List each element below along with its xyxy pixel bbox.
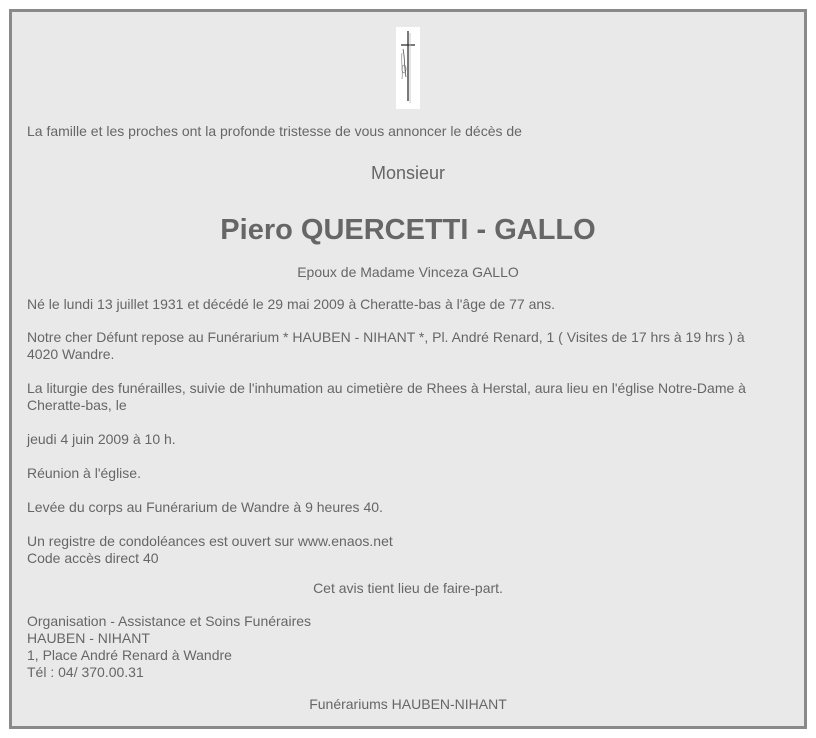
ceremony-date: jeudi 4 juin 2009 à 10 h.: [27, 431, 176, 447]
intro-text: La famille et les proches ont la profonde tristesse de vous annoncer le décès de: [27, 123, 522, 139]
birth-death-text: Né le lundi 13 juillet 1931 et décédé le 29 mai 2009 à Cheratte-bas à l'âge de 77 ans.: [27, 296, 556, 312]
deceased-name: Piero QUERCETTI - GALLO: [220, 214, 596, 246]
deceased-title: Monsieur: [370, 163, 446, 183]
crucifix-icon: [396, 27, 420, 109]
liturgy-line-1: La liturgie des funérailles, suivie de l'inhumation au cimetière de Rhees à Herstal, aura lieu en l'église Notre-Dame à: [27, 380, 746, 396]
organisation-line-2: HAUBEN - NIHANT: [27, 630, 150, 646]
organisation-line-3: 1, Place André Renard à Wandre: [27, 647, 232, 663]
meeting-text: Réunion à l'église.: [27, 465, 141, 481]
spouse-text: Epoux de Madame Vinceza GALLO: [297, 264, 519, 280]
registry-line-2: Code accès direct 40: [27, 550, 159, 566]
obituary-frame: [9, 9, 807, 729]
footer-text: Funérariums HAUBEN-NIHANT: [309, 696, 507, 712]
organisation-line-4: Tél : 04/ 370.00.31: [27, 664, 144, 680]
registry-line-1: Un registre de condoléances est ouvert sur www.enaos.net: [27, 533, 393, 549]
organisation-line-1: Organisation - Assistance et Soins Funéraires: [27, 613, 312, 629]
rest-line-2: 4020 Wandre.: [27, 346, 115, 362]
liturgy-line-2: Cheratte-bas, le: [27, 397, 127, 413]
levee-text: Levée du corps au Funérarium de Wandre à 9 heures 40.: [27, 499, 383, 515]
notice-text: Cet avis tient lieu de faire-part.: [313, 580, 503, 596]
rest-line-1: Notre cher Défunt repose au Funérarium * HAUBEN - NIHANT *, Pl. André Renard, 1 ( Visites de 17 hrs à 19 hrs ) à: [27, 329, 745, 345]
